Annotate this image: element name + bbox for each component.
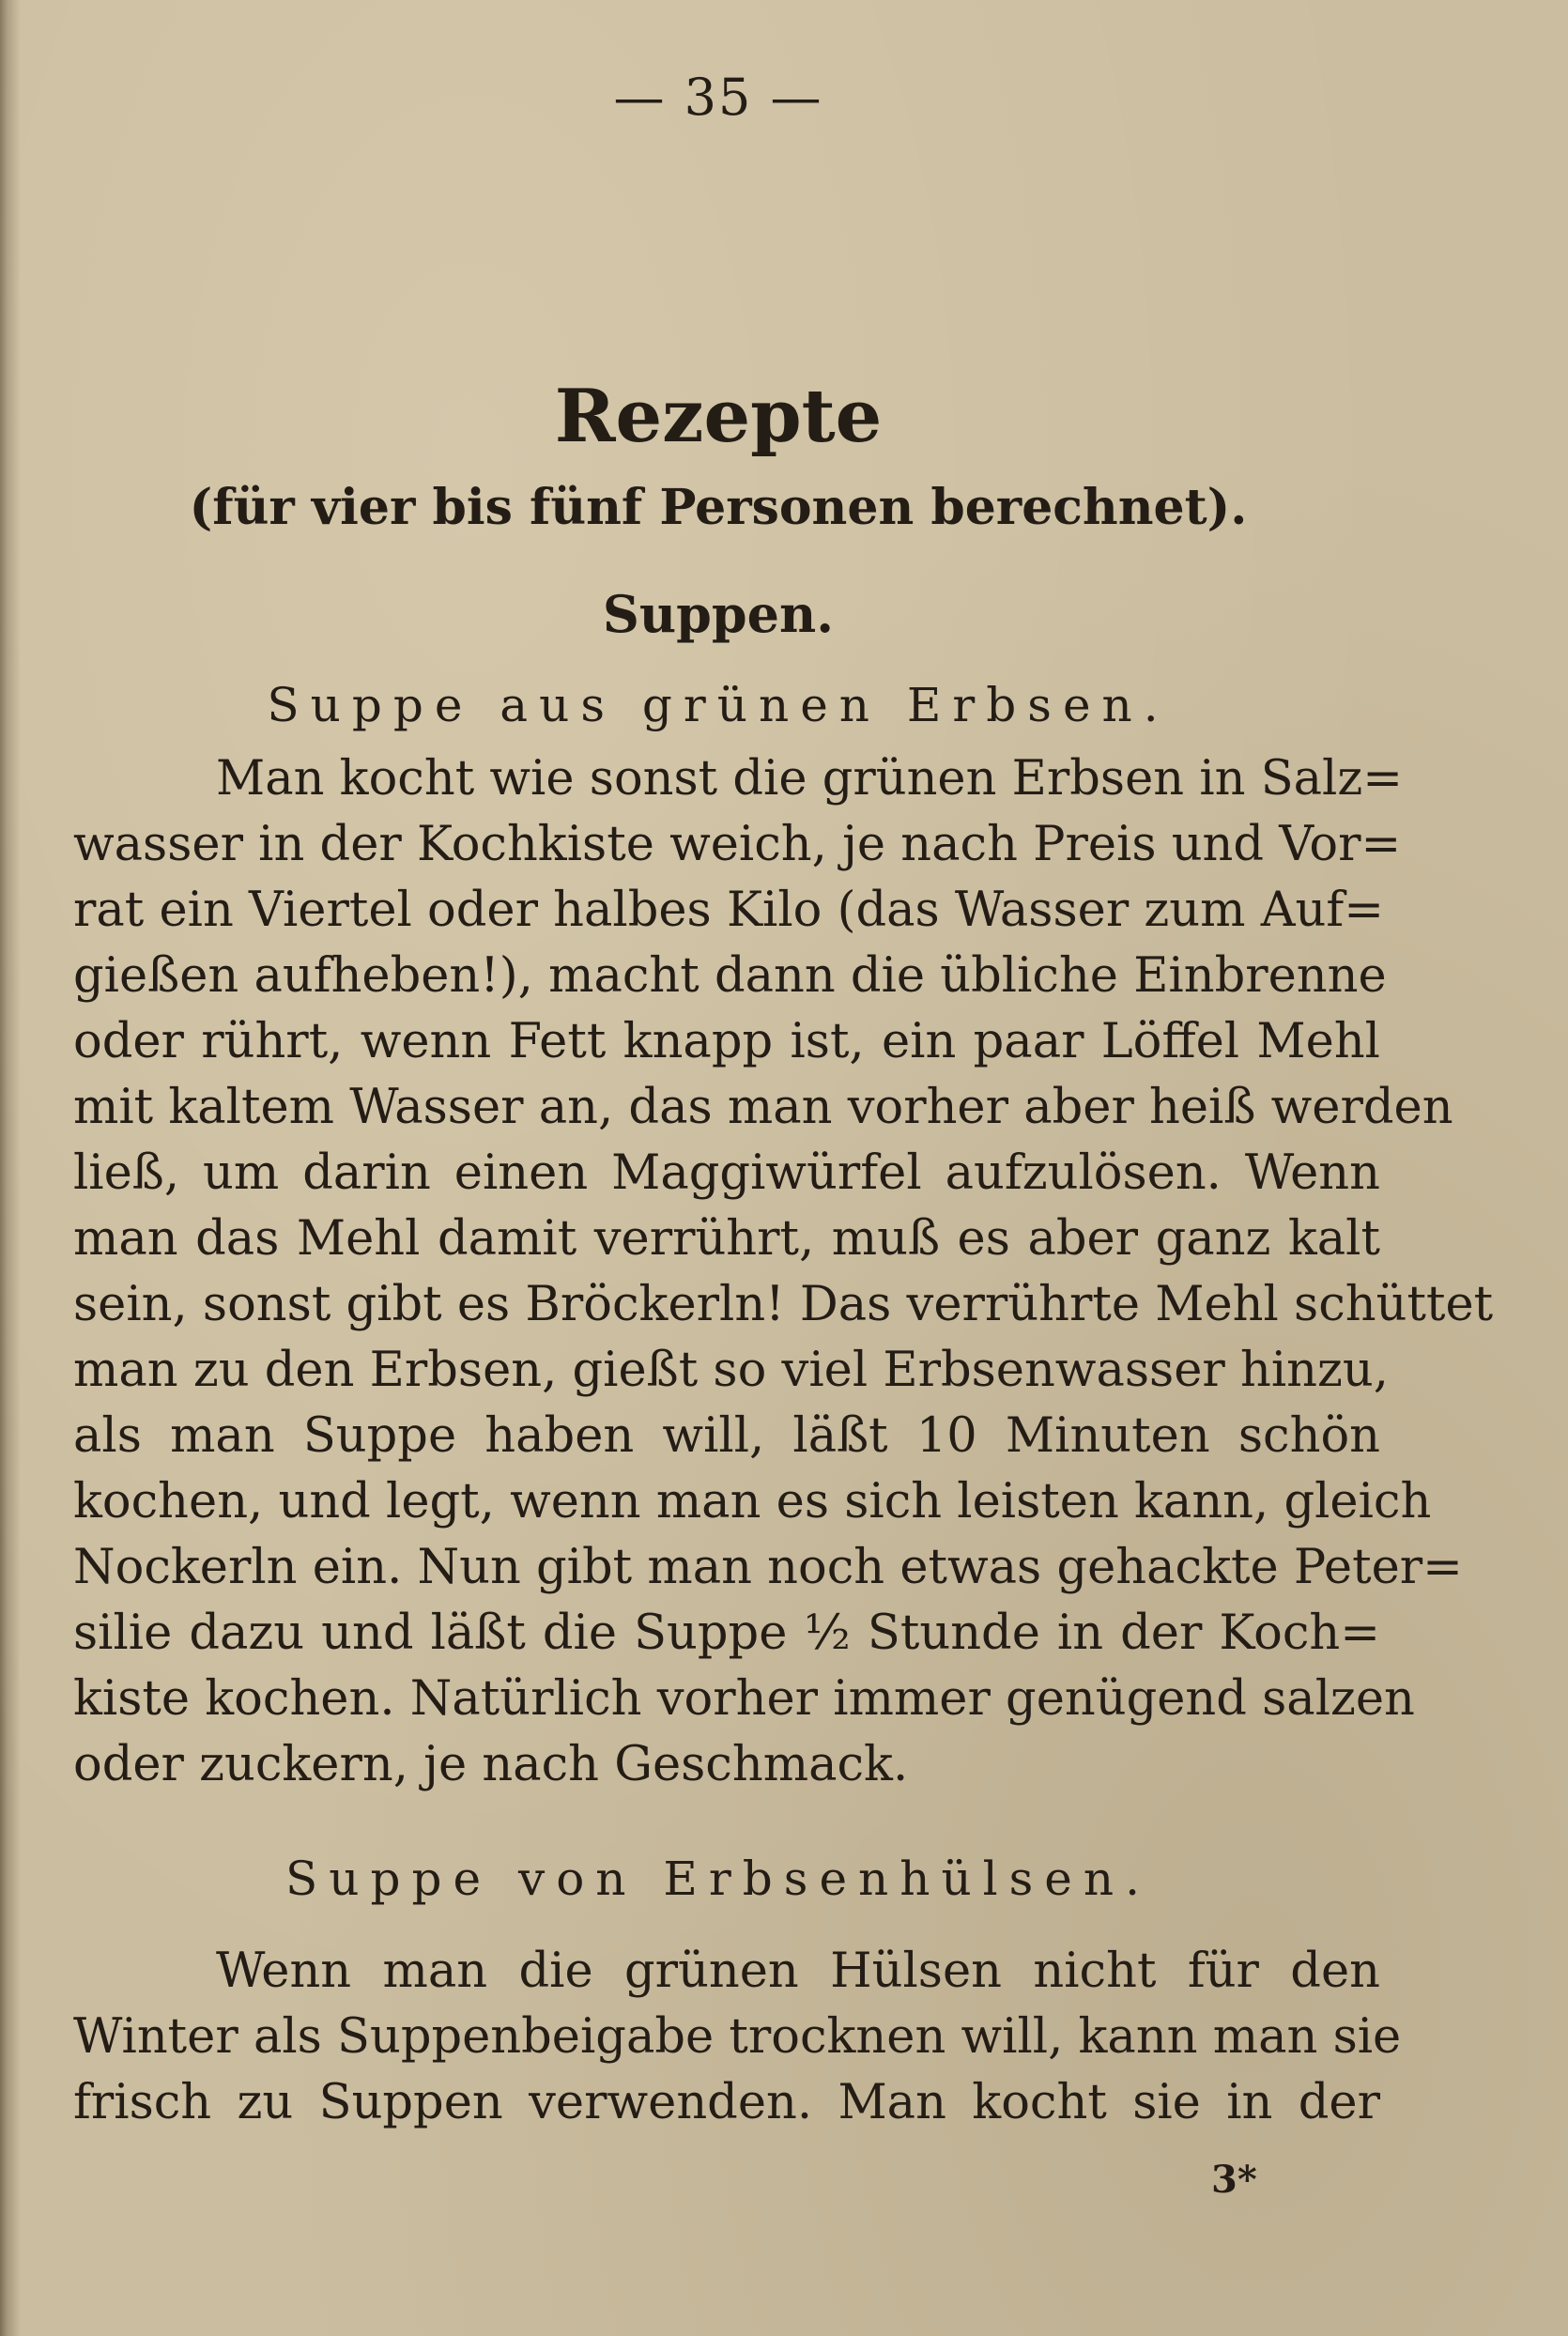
text-line: als man Suppe haben will, läßt 10 Minuten schön: [73, 1408, 1380, 1464]
text-line: sein, sonst gibt es Bröckerln! Das verrührte Mehl schüttet: [73, 1277, 1494, 1332]
section-heading: Suppen.: [602, 584, 835, 644]
text-line: Winter als Suppenbeigabe trocknen will, kann man sie: [73, 2009, 1402, 2065]
text-line: rat ein Viertel oder halbes Kilo (das Wasser zum Auf=: [73, 883, 1385, 938]
recipe-title: Suppe aus grünen Erbsen.: [267, 678, 1170, 732]
text-line: man das Mehl damit verrührt, muß es aber ganz kalt: [73, 1211, 1380, 1267]
text-line: gießen aufheben!), macht dann die übliche Einbrenne: [73, 948, 1387, 1004]
page-title: Rezepte: [554, 374, 883, 459]
text-line: mit kaltem Wasser an, das man vorher aber heiß werden: [73, 1080, 1453, 1135]
text-line: oder zuckern, je nach Geschmack.: [73, 1737, 909, 1792]
recipe-title: Suppe von Erbsenhülsen.: [285, 1852, 1151, 1906]
text-line: ließ, um darin einen Maggiwürfel aufzulösen. Wenn: [73, 1145, 1380, 1201]
text-line: man zu den Erbsen, gießt so viel Erbsenwasser hinzu,: [73, 1343, 1389, 1398]
text-line: oder rührt, wenn Fett knapp ist, ein paar Löffel Mehl: [73, 1014, 1380, 1069]
text-line: kochen, und legt, wenn man es sich leisten kann, gleich: [73, 1474, 1432, 1529]
page-number: — 35 —: [613, 68, 823, 127]
text-line: kiste kochen. Natürlich vorher immer genügend salzen: [73, 1671, 1415, 1727]
text-line: silie dazu und läßt die Suppe ½ Stunde in der Koch=: [73, 1606, 1380, 1661]
text-line: Nockerln ein. Nun gibt man noch etwas gehackte Peter=: [73, 1540, 1463, 1595]
text-line: frisch zu Suppen verwenden. Man kocht sie in der: [73, 2075, 1380, 2130]
text-line: Man kocht wie sonst die grünen Erbsen in Salz=: [216, 751, 1403, 807]
page-subtitle: (für vier bis fünf Personen berechnet).: [189, 479, 1248, 536]
text-line: Wenn man die grünen Hülsen nicht für den: [216, 1944, 1380, 1999]
signature-mark: 3*: [1211, 2158, 1257, 2202]
text-line: wasser in der Kochkiste weich, je nach Preis und Vor=: [73, 817, 1402, 872]
